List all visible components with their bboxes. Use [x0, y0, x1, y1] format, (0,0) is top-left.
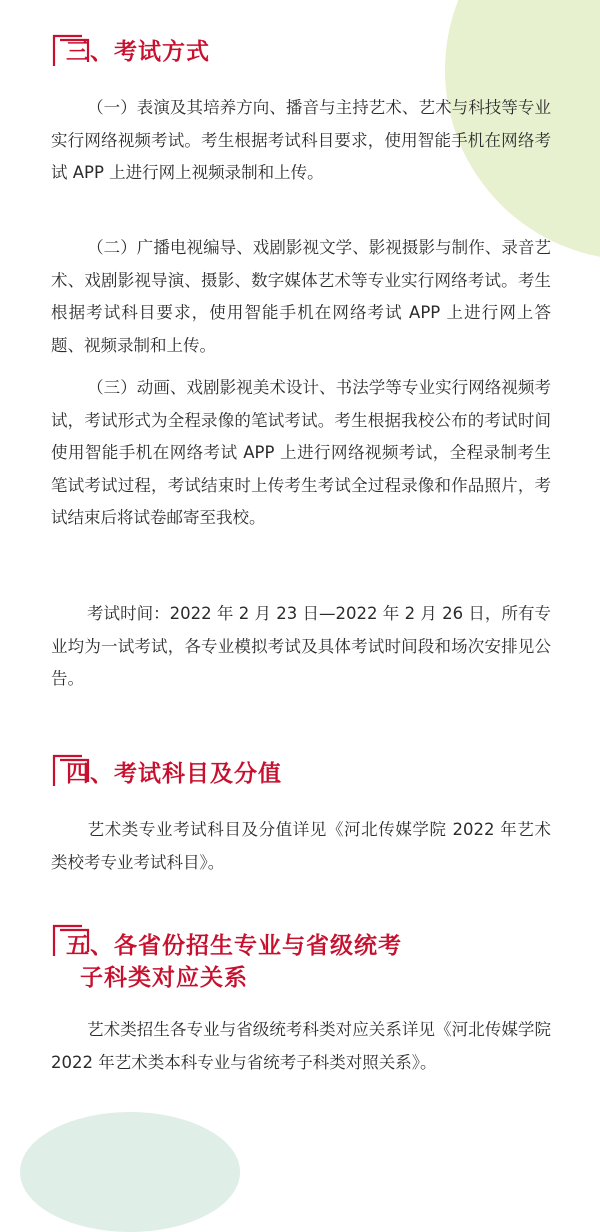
heading-line-2: 子科类对应关系	[80, 965, 248, 991]
decorative-circle-bottom	[20, 1112, 240, 1232]
paragraph: 艺术类专业考试科目及分值详见《河北传媒学院 2022 年艺术类校考专业考试科目》。	[51, 820, 551, 872]
paragraph: （三）动画、戏剧影视美术设计、书法学等专业实行网络视频考试，考试形式为全程录像的笔试考试。考生根据我校公布的考试时间使用智能手机在网络考试 APP 上进行网络视频考试，全程录制考生笔试考试过程，考试结束时上传考生考试全过程录像和作品照片，考试结束后将试卷邮寄至我校。	[51, 378, 551, 527]
heading-line-1: 五、各省份招生专业与省级统考	[66, 933, 402, 959]
section-heading: 四、考试科目及分值	[66, 761, 282, 787]
section-heading	[66, 930, 402, 994]
paragraph: 艺术类招生各专业与省级统考科类对应关系详见《河北传媒学院 2022 年艺术类本科专业与省统考子科类对照关系》。	[51, 1020, 551, 1072]
section-heading: 三、考试方式	[66, 39, 210, 65]
paragraph: （一）表演及其培养方向、播音与主持艺术、艺术与科技等专业实行网络视频考试。考生根据考试科目要求，使用智能手机在网络考试 APP 上进行网上视频录制和上传。	[51, 98, 551, 182]
paragraph: （二）广播电视编导、戏剧影视文学、影视摄影与制作、录音艺术、戏剧影视导演、摄影、数字媒体艺术等专业实行网络考试。考生根据考试科目要求，使用智能手机在网络考试 APP 上进行网上答题、视频录制和上传。	[51, 238, 551, 355]
paragraph: 考试时间：2022 年 2 月 23 日—2022 年 2 月 26 日，所有专业均为一试考试，各专业模拟考试及具体考试时间段和场次安排见公告。	[51, 604, 551, 688]
